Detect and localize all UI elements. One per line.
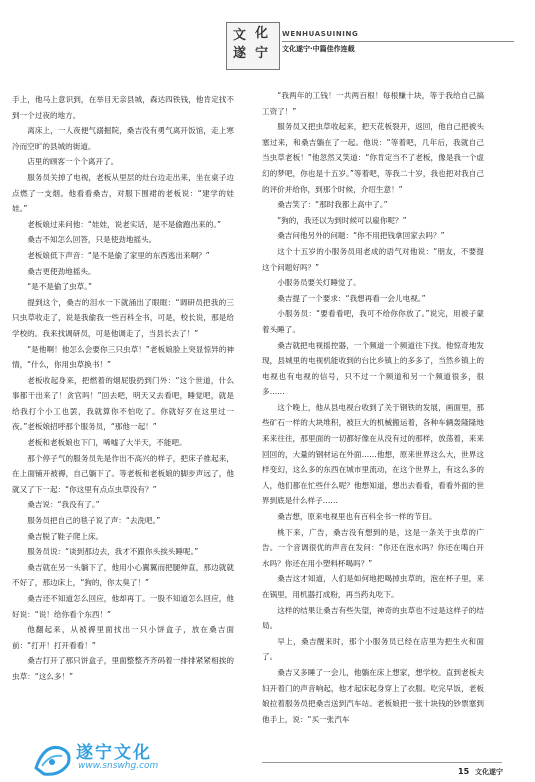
paragraph: 桑吉问他另外的问题：“你不用把钱拿回家去吗？” — [277, 231, 445, 241]
section-subtitle: 文化遂宁·中篇佳作连载 — [282, 45, 355, 53]
logo-char: 宁 — [255, 46, 269, 61]
paragraph: 桑吉打开了那只饼盒子，里面整整齐齐码着一排排紧紧相挨的虫草：“这么多！” — [12, 656, 234, 681]
paragraph: “狗的，我还以为到时候可以雇你呢？” — [277, 215, 407, 225]
paragraph: “是他啊！他怎么会要你三只虫草！”老板娘脸上突显惊异的神情，“什么，你用虫草换书！” — [12, 344, 234, 370]
paragraph: 老板收起身来，把燃着的烟屁股扔到门外：“这个世道，什么事都干出来了！贪官吗！”回去吧，明天又去看吧，睡觉吧，就是给我打个小工也罢，我就算你不怕吃了。你就好歹在这里过一夜。”老板娘招呼那个服务员，“那他一起！” — [12, 375, 234, 432]
paragraph: 服务员把自己的毯子说了声：“去洗吧。” — [27, 516, 161, 526]
paragraph: 老板和老板娘也下门，唏嘘了大半天，不能吧。 — [27, 438, 187, 448]
left-text-column — [12, 92, 234, 685]
paragraph: 他翻起来，从被褥里面找出一只小饼盒子，放在桑吉面前：“打开！打开看看！” — [12, 625, 234, 650]
paragraph: 服务员说：“谈到那边去，我才不跟你头挨头睡呢。” — [27, 547, 199, 557]
paragraph: 桑吉更使劲地摇头。 — [27, 266, 96, 276]
paragraph: 那个停子气的服务员先是作出不高兴的样子，把床子推起来，在上面铺开被褥，自己躺下了。等老板和老板娘的脚步声远了，他就又了下一起：“你这里有点点虫草没有？” — [12, 453, 234, 494]
watermark-logo-icon — [30, 738, 76, 780]
site-watermark — [30, 738, 180, 782]
paragraph: 桑吉还不知道怎么回应，他却再丁。一股不知道怎么回应，他好说：“说！给你看个东西！” — [12, 594, 234, 619]
paragraph: 这个晚上，他从县电视台收到了关于钢铁的发展，画面里，那些矿石一样的大块堆积，被巨大的机械搬运着，各种车辆轰隆隆地来来往往，那里面的一切都好像在从没有过的那样，放荡着，来来回回的，大量的钢材运在外面……他想，原来世界这么大，世界这样变幻，这么多的东西在城市里流动，在这个世界上，有这么多的人，他们都在忙些什么呢？他想知道，想出去看看，看看外面的世界到底是什么样子…… — [262, 402, 484, 506]
paragraph: 桑吉说：“我没有了。” — [27, 500, 100, 510]
header-pinyin: WENHUASUINING — [282, 30, 359, 38]
watermark-title: 遂宁文化 — [76, 743, 152, 763]
paragraph: 这个十五岁的小服务员用老成的语气对他说：“朋友，不要提这个问题好吗？” — [262, 246, 484, 272]
header-divider — [282, 41, 514, 42]
magazine-logo — [226, 22, 280, 70]
paragraph: 小服务员要关灯睡觉了。 — [277, 278, 361, 288]
paragraph: 店里的顾客一个个离开了。 — [27, 157, 119, 167]
logo-char: 化 — [255, 26, 269, 41]
paragraph: 老板娘过来问他：“娃娃，说老实话，是不是偷跑出来的。” — [27, 219, 222, 229]
paragraph: 手上，他马上意识到，在举目无亲县城，森达四铁钱，他肯定找不到一个过夜的地方。 — [12, 95, 234, 120]
paragraph: 桑吉又多睡了一会儿，他躺在床上想家，想学校。直到老板夫妇开着门的声音响起，他才起床起身穿上了衣服。吃完早饭，老板娘拉着服务员把桑吉送到汽车站。老板娘把一张十块钱的钞票塞到他手上，说：“买一张汽车 — [262, 667, 484, 724]
watermark-url: www.snswhg.com — [78, 761, 159, 771]
paragraph: 小服务员：“要看看吧，我可不给你你放了。”说完，用被子蒙着头睡了。 — [262, 309, 484, 334]
header-masthead — [282, 30, 358, 38]
paragraph: 早上，桑吉醒来时，那个小服务员已经在店里为把生火和面了。 — [262, 636, 484, 662]
paragraph: 桑吉就在另一头躺下了，他用小心翼翼而把腿伸直，那边就就不好了，那边床上，“狗的，你太臭了！” — [12, 562, 234, 588]
logo-char: 文 — [233, 28, 247, 43]
right-text-column — [262, 88, 484, 727]
paragraph: 桑吉就把电视摇控器，一个频道一个频道往下找。他惊奇地发现，县城里的电视机能收到的台比乡镇上的多多了，当然乡镇上的电视也有电视的信号，只不过一个频道和另一个频道很多，很多…… — [262, 340, 484, 397]
paragraph: 桑吉笑了：“那时我都上高中了。” — [277, 200, 388, 210]
paragraph: 老板娘低下声音：“是不是偷了家里的东西逃出来啊？” — [27, 250, 210, 260]
paragraph: 桑吉这才知道，人们是如何地把喝掉虫草的，泡在杯子里，来在锅里，用机器打成粉，再当药丸吃下。 — [262, 574, 484, 599]
paragraph: 这样的结果让桑吉有些失望，神奇的虫草也不过是这样子的结局。 — [262, 605, 484, 631]
footer-divider — [262, 762, 502, 763]
logo-char: 遂 — [233, 46, 247, 61]
paragraph: 桃下来，广告，桑吉没有想到的是，这是一条关于虫草的广告。一个音调很优的声音在发问：“你还在泡水吗？你还在喝白开水吗？你还在用小塑料杯喝吗？” — [262, 527, 484, 568]
paragraph: 桑吉提了一个要求：“我想再看一会儿电视。” — [277, 293, 426, 303]
paragraph: 离床上，一人夜便气溺掘院，桑吉没有勇气离开饭馆，走上寒冷而空旷的县城的街道。 — [12, 126, 234, 151]
paragraph: 服务员又把虫草收起来，把天花板裂开，返回，他自己把被头塞过来，和桑吉躺在了一起。他说：“等着吧，几年后，我就自己当虫草老板！”他忽然又笑道：“你肯定当不了老板，像是我一个虚幻的梦吧，你也是十五岁。”等着吧，等我二十岁，我也把对我自己的评价并给你，到那个时候，介绍生意！” — [262, 122, 484, 194]
paragraph: 桑吉不知怎么回答，只是使劲地摇头。 — [27, 235, 157, 245]
paragraph: “我两年的工钱！一共两百根！每根赚十块，等于我给自己搞工资了！” — [262, 91, 484, 116]
page-number: 15 — [458, 767, 470, 776]
footer-magazine-name: 文化遂宁 — [475, 768, 503, 776]
paragraph: 桑吉脱了鞋子爬上床。 — [27, 531, 104, 541]
paragraph: 桑吉想，原来电视里也有百科全书一样的节目。 — [277, 512, 437, 522]
paragraph: “是不是偷了虫草。” — [27, 282, 93, 292]
paragraph: 提到这个，桑吉的泪水一下就涌出了眼眶：“调研员把我的三只虫草收走了，说是我偷我一些百科全书，可是，校长说，那是给学校的。我来找调研员，可是他调走了，当县长去了！” — [12, 297, 234, 338]
paragraph: 服务员关掉了电视，老板从里层的灶台边走出来，坐在桌子边点燃了一支烟。他看看桑吉，对服下围裙的老板说：“建学的娃娃。” — [12, 172, 234, 214]
